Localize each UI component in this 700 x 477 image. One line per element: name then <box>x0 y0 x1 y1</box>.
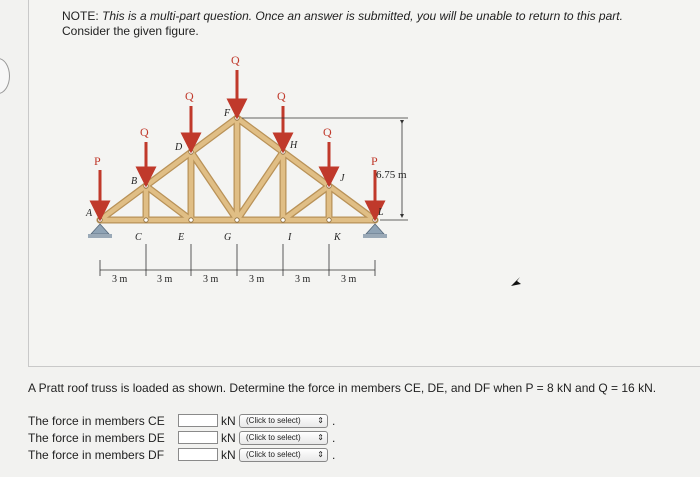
select-ce-value: (Click to select) <box>246 416 301 425</box>
chevron-updown-icon: ⇕ <box>317 433 324 442</box>
answer-row-df <box>28 446 335 463</box>
height-label: 6.75 m <box>376 169 407 181</box>
load-label-q-h: Q <box>277 89 286 103</box>
chevron-updown-icon: ⇕ <box>317 450 324 459</box>
select-de-value: (Click to select) <box>246 433 301 442</box>
truss-figure <box>80 48 460 298</box>
load-label-p-left: P <box>94 154 101 168</box>
unit-de: kN <box>221 430 236 445</box>
answer-row-de <box>28 429 335 446</box>
question-text: A Pratt roof truss is loaded as shown. Determine the force in members CE, DE, and DF when P = 8 kN and Q = 16 kN. <box>28 381 657 395</box>
unit-ce: kN <box>221 413 236 428</box>
span-label-2: 3 m <box>157 274 173 285</box>
span-label-5: 3 m <box>295 274 311 285</box>
answer-label-df: The force in members DF <box>28 447 165 462</box>
load-label-q-d: Q <box>185 89 194 103</box>
node-label-j: J <box>340 173 345 184</box>
node-label-b: B <box>131 176 138 187</box>
load-label-q-b: Q <box>140 125 149 139</box>
node-label-e: E <box>178 232 185 243</box>
select-ce[interactable] <box>239 414 328 428</box>
answer-label-de: The force in members DE <box>28 430 165 445</box>
node-label-k: K <box>334 232 341 243</box>
node-label-a: A <box>86 208 93 219</box>
select-de[interactable] <box>239 431 328 445</box>
answer-input-df[interactable] <box>178 448 218 461</box>
span-label-3: 3 m <box>203 274 219 285</box>
period-df: . <box>332 447 336 462</box>
load-label-q-j: Q <box>323 125 332 139</box>
node-label-f: F <box>224 108 231 119</box>
load-label-p-right: P <box>371 154 378 168</box>
note-line2: Consider the given figure. <box>62 24 199 38</box>
support-left <box>88 224 112 238</box>
node-label-l: L <box>378 207 384 218</box>
period-ce: . <box>332 413 336 428</box>
note-text <box>62 9 682 39</box>
span-label-1: 3 m <box>112 274 128 285</box>
answer-input-ce[interactable] <box>178 414 218 427</box>
unit-df: kN <box>221 447 236 462</box>
span-dimension <box>100 244 375 276</box>
span-label-6: 3 m <box>341 274 357 285</box>
answer-input-de[interactable] <box>178 431 218 444</box>
select-df-value: (Click to select) <box>246 450 301 459</box>
load-label-q-f: Q <box>231 53 240 67</box>
node-label-g: G <box>224 232 232 243</box>
span-label-4: 3 m <box>249 274 265 285</box>
support-right <box>363 224 387 238</box>
note-body: This is a multi-part question. Once an answer is submitted, you will be unable to return to this part. <box>102 9 623 23</box>
answer-label-ce: The force in members CE <box>28 413 165 428</box>
note-lead: NOTE: <box>62 9 99 23</box>
select-df[interactable] <box>239 448 328 462</box>
chevron-updown-icon: ⇕ <box>317 416 324 425</box>
node-label-d: D <box>175 142 183 153</box>
answer-form <box>28 412 335 463</box>
answer-row-ce <box>28 412 335 429</box>
mouse-cursor-icon <box>510 276 522 288</box>
node-label-h: H <box>290 140 298 151</box>
side-panel-tab[interactable] <box>0 58 10 94</box>
period-de: . <box>332 430 336 445</box>
node-label-i: I <box>288 232 292 243</box>
node-label-c: C <box>135 232 142 243</box>
